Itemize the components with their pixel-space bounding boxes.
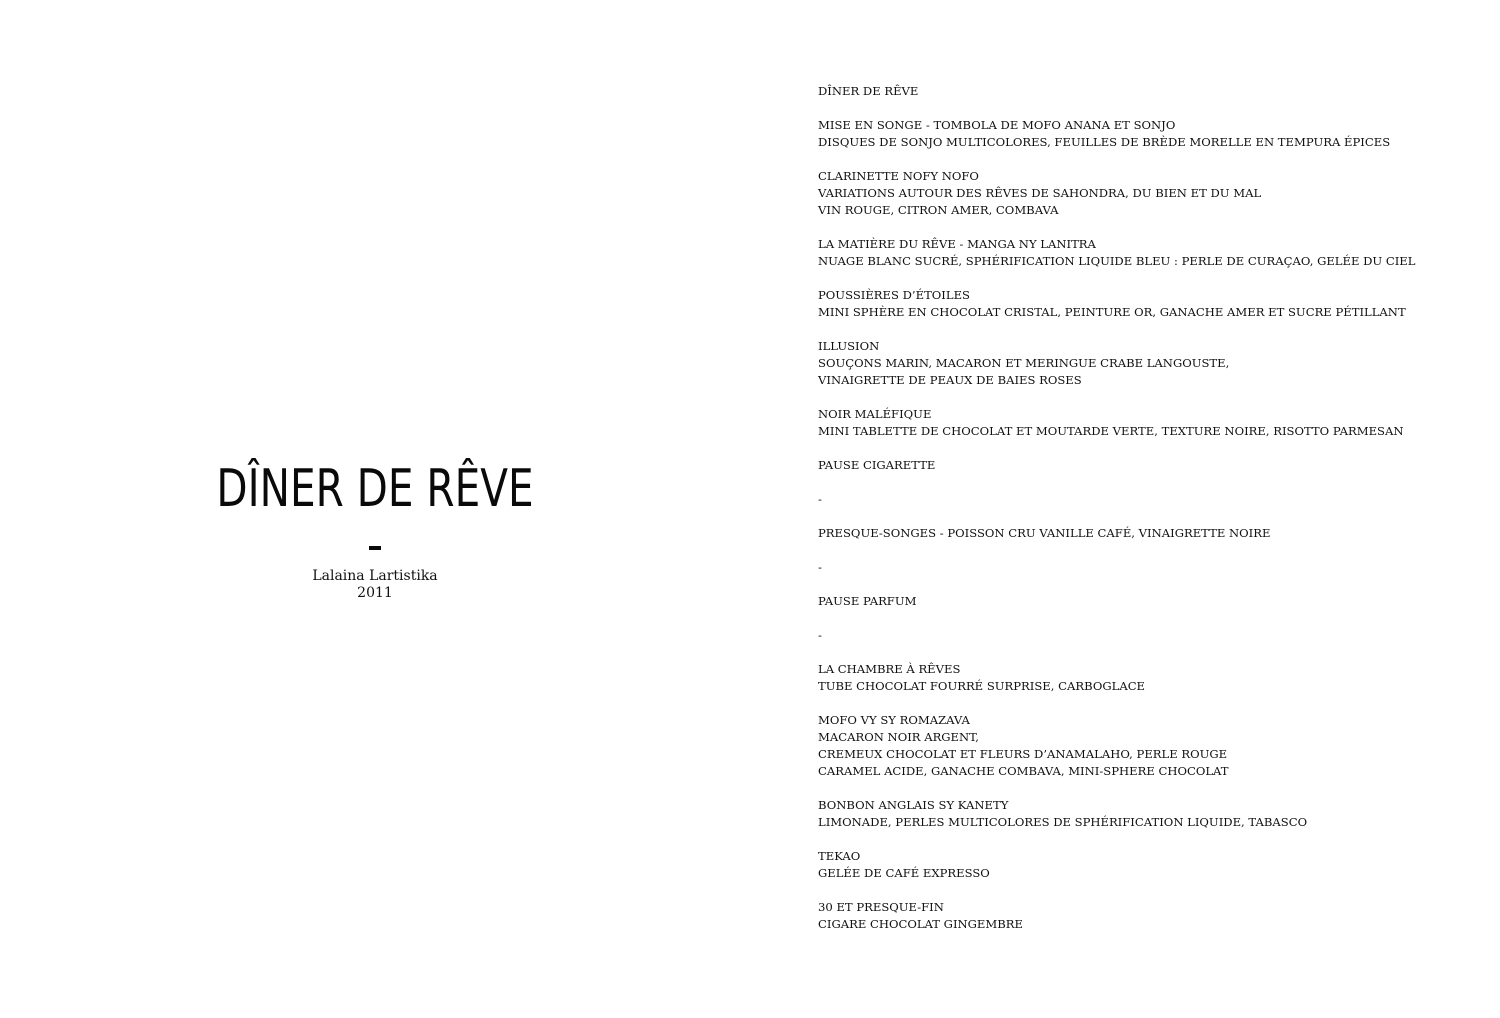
- menu-course-description: MACARON NOIR ARGENT,: [818, 730, 979, 744]
- menu-course: [818, 593, 1458, 610]
- cover-year: 2011: [357, 585, 393, 601]
- menu-course-description: LIMONADE, PERLES MULTICOLORES DE SPHÉRIFICATION LIQUIDE, TABASCO: [818, 815, 1308, 829]
- menu-course-title: LA CHAMBRE À RÊVES: [818, 662, 961, 676]
- menu-spacer: [818, 270, 1458, 287]
- menu-spacer: [818, 610, 1458, 627]
- menu-course: [818, 899, 1458, 933]
- menu-course: [818, 236, 1458, 270]
- menu-spacer: [818, 780, 1458, 797]
- menu-course-title: 30 ET PRESQUE-FIN: [818, 900, 944, 914]
- menu-course-description: GELÉE DE CAFÉ EXPRESSO: [818, 866, 990, 880]
- menu-course: [818, 406, 1458, 440]
- menu-course-title: -: [818, 628, 822, 642]
- menu-course-title: TEKAO: [818, 849, 861, 863]
- menu-spacer: [818, 831, 1458, 848]
- menu-course-description: SOUÇONS MARIN, MACARON ET MERINGUE CRABE LANGOUSTE,: [818, 356, 1230, 370]
- menu-course: [818, 457, 1458, 474]
- menu-spacer: [818, 644, 1458, 661]
- menu-course-title: PRESQUE-SONGES - POISSON CRU VANILLE CAFÉ, VINAIGRETTE NOIRE: [818, 526, 1271, 540]
- menu-course-title: -: [818, 560, 822, 574]
- menu-course-title: PAUSE CIGARETTE: [818, 458, 936, 472]
- menu-course-description: VINAIGRETTE DE PEAUX DE BAIES ROSES: [818, 373, 1082, 387]
- menu-course-list: [818, 100, 1458, 933]
- menu-spacer: [818, 508, 1458, 525]
- menu-course-title: BONBON ANGLAIS SY KANETY: [818, 798, 1009, 812]
- menu-course: [818, 661, 1458, 695]
- menu-course-description: TUBE CHOCOLAT FOURRÉ SURPRISE, CARBOGLACE: [818, 679, 1146, 693]
- menu-course-title: MISE EN SONGE - TOMBOLA DE MOFO ANANA ET SONJO: [818, 118, 1176, 132]
- menu-course-title: PAUSE PARFUM: [818, 594, 917, 608]
- menu-course-description: DISQUES DE SONJO MULTICOLORES, FEUILLES DE BRÈDE MORELLE EN TEMPURA ÉPICES: [818, 135, 1391, 149]
- menu-heading: DÎNER DE RÊVE: [818, 84, 919, 98]
- menu-course: [818, 338, 1458, 389]
- menu-course: [818, 525, 1458, 542]
- menu-course-description: CARAMEL ACIDE, GANACHE COMBAVA, MINI-SPHERE CHOCOLAT: [818, 764, 1229, 778]
- menu-spacer: [818, 474, 1458, 491]
- cover-author: Lalaina Lartistika: [312, 568, 438, 584]
- menu-course-description: MINI TABLETTE DE CHOCOLAT ET MOUTARDE VERTE, TEXTURE NOIRE, RISOTTO PARMESAN: [818, 424, 1404, 438]
- cover-title: DÎNER DE RÊVE: [216, 459, 534, 519]
- menu-course-title: LA MATIÈRE DU RÊVE - MANGA NY LANITRA: [818, 237, 1096, 251]
- menu-course-description: NUAGE BLANC SUCRÉ, SPHÉRIFICATION LIQUIDE BLEU : PERLE DE CURAÇAO, GELÉE DU CIEL: [818, 254, 1416, 268]
- menu-course: [818, 627, 1458, 644]
- menu-course: [818, 559, 1458, 576]
- menu-course-description: VIN ROUGE, CITRON AMER, COMBAVA: [818, 203, 1059, 217]
- menu-spacer: [818, 882, 1458, 899]
- menu-course-description: MINI SPHÈRE EN CHOCOLAT CRISTAL, PEINTURE OR, GANACHE AMER ET SUCRE PÉTILLANT: [818, 305, 1406, 319]
- menu-course-title: ILLUSION: [818, 339, 880, 353]
- menu-spacer: [818, 542, 1458, 559]
- menu-spacer: [818, 100, 1458, 117]
- cover-dash: [369, 546, 381, 550]
- menu-course-title: -: [818, 492, 822, 506]
- menu-course-description: VARIATIONS AUTOUR DES RÊVES DE SAHONDRA, DU BIEN ET DU MAL: [818, 186, 1262, 200]
- menu-course-title: CLARINETTE NOFY NOFO: [818, 169, 979, 183]
- menu-spacer: [818, 219, 1458, 236]
- menu-spacer: [818, 695, 1458, 712]
- menu-course: [818, 848, 1458, 882]
- cover-block: [0, 452, 750, 602]
- menu-course-title: MOFO VY SY ROMAZAVA: [818, 713, 970, 727]
- menu-page: [818, 83, 1458, 933]
- menu-spacer: [818, 151, 1458, 168]
- menu-course: [818, 117, 1458, 151]
- menu-course: [818, 797, 1458, 831]
- menu-course-title: POUSSIÈRES D’ÉTOILES: [818, 288, 970, 302]
- menu-course-description: CIGARE CHOCOLAT GINGEMBRE: [818, 917, 1023, 931]
- menu-spacer: [818, 389, 1458, 406]
- menu-spacer: [818, 576, 1458, 593]
- menu-course: [818, 712, 1458, 780]
- menu-spacer: [818, 440, 1458, 457]
- menu-course: [818, 168, 1458, 219]
- menu-course: [818, 491, 1458, 508]
- menu-spacer: [818, 321, 1458, 338]
- menu-course-description: CREMEUX CHOCOLAT ET FLEURS D’ANAMALAHO, PERLE ROUGE: [818, 747, 1228, 761]
- menu-course-title: NOIR MALÉFIQUE: [818, 407, 932, 421]
- menu-course: [818, 287, 1458, 321]
